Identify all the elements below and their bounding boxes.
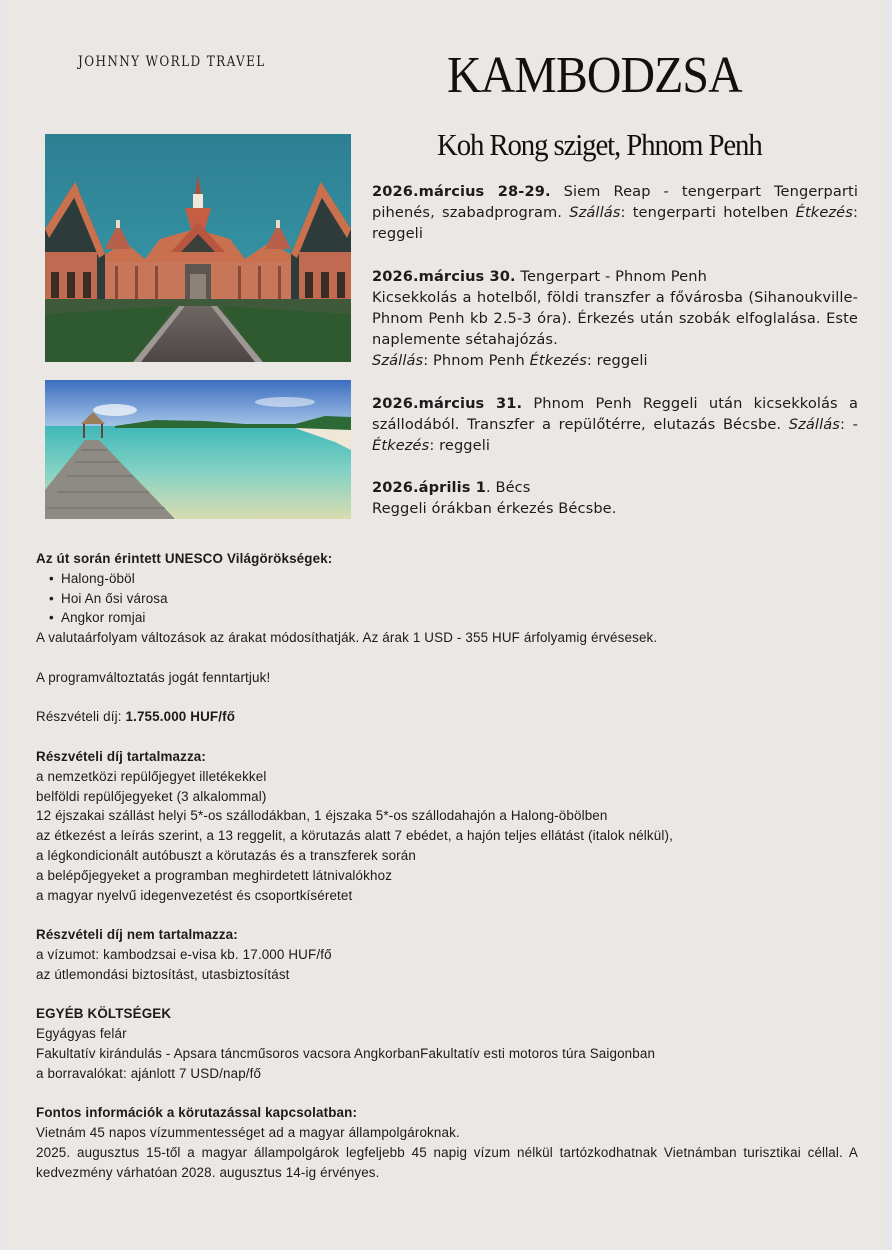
excludes-section <box>36 925 858 984</box>
includes-heading: Részvételi díj tartalmazza: <box>36 748 207 764</box>
itinerary-text: Siem Reap - tengerpart Tengerparti pihenés, szabadprogram. <box>372 183 858 222</box>
other-costs-heading: EGYÉB KÖLTSÉGEK <box>36 1006 172 1022</box>
itinerary-text: . Bécs <box>485 479 531 497</box>
photo-museum-icon <box>45 134 351 362</box>
other-costs-item: a borravalókat: ajánlott 7 USD/nap/fő <box>36 1065 262 1081</box>
other-costs-section <box>36 1004 858 1083</box>
program-change-note: A programváltoztatás jogát fenntartjuk! <box>36 669 271 685</box>
meal-value: : reggeli <box>586 352 648 370</box>
unesco-item: • Hoi An ősi városa <box>49 589 858 609</box>
lodging-value: : tengerparti hotelben <box>620 204 796 222</box>
lodging-label: Szállás <box>569 204 621 222</box>
itinerary-text: Phnom Penh Reggeli után kicsekkolás a szállodából. Transzfer a repülőtérre, elutazás Bécsbe. <box>372 394 858 433</box>
meal-label: Étkezés <box>529 352 587 370</box>
itinerary-date: 2026.március 31. <box>372 394 523 412</box>
important-section <box>36 1103 858 1182</box>
trip-info <box>36 549 858 1202</box>
unesco-item: • Halong-öböl <box>49 569 858 589</box>
lodging-label: Szállás <box>372 352 424 370</box>
includes-item: a belépőjegyeket a programban meghirdetett látnivalókhoz <box>36 867 393 883</box>
includes-section <box>36 747 858 905</box>
other-costs-item: Egyágyas felár <box>36 1026 127 1042</box>
itinerary <box>372 181 858 541</box>
brand-name: JOHNNY WORLD TRAVEL <box>78 54 266 70</box>
includes-item: a légkondicionált autóbuszt a körutazás és a transzferek során <box>36 847 416 863</box>
unesco-list <box>36 569 858 628</box>
price-value: 1.755.000 HUF/fő <box>125 709 236 725</box>
includes-item: a magyar nyelvű idegenvezetést és csoportkíséretet <box>36 887 353 903</box>
lodging-value: : - <box>840 415 858 433</box>
itinerary-day <box>372 266 858 372</box>
unesco-item: • Angkor romjai <box>49 608 858 628</box>
other-costs-item: Fakultatív kirándulás - Apsara táncműsoros vacsora AngkorbanFakultatív esti motoros túra Saigonban <box>36 1045 656 1061</box>
important-line: 2025. augusztus 15-től a magyar állampolgárok legfeljebb 45 napig vízum nélkül tartózkodhatnak Vietnámban turisztikai céllal. A kedvezmény várhatóan 2028. augusztus 14-ig érvényes. <box>36 1144 858 1180</box>
itinerary-text: Tengerpart - Phnom Penh <box>515 267 707 285</box>
itinerary-day <box>372 477 858 519</box>
meal-label: Étkezés <box>795 204 853 222</box>
important-heading: Fontos információk a körutazással kapcsolatban: <box>36 1105 358 1121</box>
meal-label: Étkezés <box>372 437 430 455</box>
page-subtitle: Koh Rong sziget, Phnom Penh <box>437 127 762 162</box>
page-title: KAMBODZSA <box>447 47 742 104</box>
unesco-section <box>36 549 858 628</box>
lodging-value: : Phnom Penh <box>423 352 530 370</box>
excludes-heading: Részvételi díj nem tartalmazza: <box>36 927 238 943</box>
document-page <box>2 0 886 1250</box>
unesco-heading: Az út során érintett UNESCO Világörökségek: <box>36 551 333 566</box>
itinerary-description: Kicsekkolás a hotelből, földi transzfer a fővárosba (Sihanoukville-Phnom Penh kb 2.5-3 óra). Érkezés után szobák elfoglalása. Este naplemente sétahajózás. <box>372 288 858 349</box>
excludes-item: a vízumot: kambodzsai e-visa kb. 17.000 HUF/fő <box>36 946 332 962</box>
includes-item: belföldi repülőjegyeket (3 alkalommal) <box>36 788 267 804</box>
currency-note: A valutaárfolyam változások az árakat módosíthatják. Az árak 1 USD - 355 HUF árfolyamig érvésesek. <box>36 630 658 646</box>
itinerary-day <box>372 393 858 457</box>
price <box>36 707 858 727</box>
itinerary-date: 2026.április 1 <box>372 479 486 497</box>
excludes-item: az útlemondási biztosítást, utasbiztosítást <box>36 966 290 982</box>
itinerary-date: 2026.március 28-29. <box>372 183 551 200</box>
itinerary-date: 2026.március 30. <box>372 267 516 285</box>
lodging-label: Szállás <box>788 415 840 433</box>
meal-value: : reggeli <box>429 437 491 455</box>
itinerary-day <box>372 181 858 245</box>
important-line: Vietnám 45 napos vízummentességet ad a magyar állampolgároknak. <box>36 1125 460 1141</box>
itinerary-description: Reggeli órákban érkezés Bécsbe. <box>372 500 617 518</box>
includes-item: 12 éjszakai szállást helyi 5*-os szállodákban, 1 éjszaka 5*-os szállodahajón a Halong-öbölben <box>36 808 608 824</box>
includes-item: az étkezést a leírás szerint, a 13 reggelit, a körutazás alatt 7 ebédet, a hajón teljes ellátást (italok nélkül), <box>36 828 673 844</box>
photo-beach-icon <box>45 380 351 519</box>
meal-value: : reggeli <box>372 204 858 243</box>
includes-item: a nemzetközi repülőjegyet illetékekkel <box>36 768 267 784</box>
price-label: Részvételi díj: <box>36 709 126 725</box>
